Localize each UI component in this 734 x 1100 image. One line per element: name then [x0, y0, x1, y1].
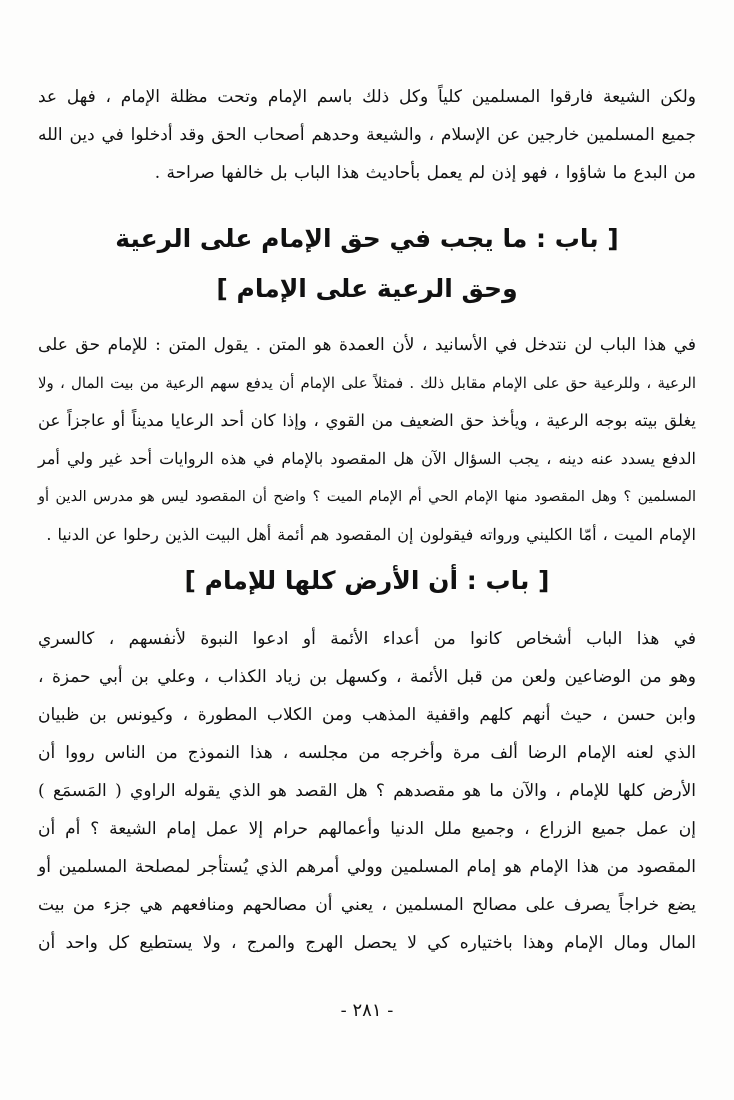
- text-line: الإمام الميت ، أمّا الكليني ورواته فيقولون إن المقصود هم أئمة أهل البيت الذين رحلوا عن الدنيا .: [46, 525, 696, 544]
- heading-line: وحق الرعية على الإمام ]: [216, 274, 518, 303]
- text-line: وهو من الوضاعين ولعن من قبل الأئمة ، وكسهل بن زياد الكذاب ، وعلي بن أبي حمزة ،: [38, 667, 696, 687]
- paragraph-3: [38, 620, 696, 962]
- chapter-heading-imam-rights: [38, 214, 696, 314]
- text-line: يغلق بيته بوجه الرعية ، ويأخذ حق الضعيف من القوي ، وإذا كان أحد الرعايا مديناً أو عاجزاً عن: [38, 411, 696, 430]
- text-line: في هذا الباب أشخاص كانوا من أعداء الأئمة أو ادعوا النبوة لأنفسهم ، كالسري: [38, 629, 696, 649]
- text-line: إن عمل جميع الزراع ، وجميع ملل الدنيا وأعمالهم حرام إلا عمل إمام الشيعة ؟ أم أن: [38, 819, 696, 839]
- text-line: ولكن الشيعة فارقوا المسلمين كلياً وكل ذلك باسم الإمام وتحت مظلة الإمام ، فهل عد: [38, 87, 696, 107]
- text-line: المقصود من هذا الإمام هو إمام المسلمين وولي أمرهم الذي يُستأجر لمصلحة المسلمين أو: [38, 857, 696, 877]
- text-line: الرعية ، وللرعية حق على الإمام مقابل ذلك . فمثلاً على الإمام أن يدفع سهم الرعية من بيت المال ، ولا: [38, 374, 696, 392]
- text-line: المال ومال الإمام وهذا باختياره كي لا يحصل الهرج والمرج ، ولا يستطيع كل واحد أن: [38, 933, 696, 953]
- heading-line: [ باب : أن الأرض كلها للإمام ]: [184, 566, 550, 595]
- page-number: - ٢٨١ -: [340, 1000, 394, 1021]
- text-line: الذي لعنه الإمام الرضا ألف مرة وأخرجه من مجلسه ، هذا النموذج من الناس رووا أن: [38, 743, 696, 763]
- paragraph-2: [38, 326, 696, 554]
- text-line: يضع خراجاً يصرف على مصالح المسلمين ، يعني أن مصالحهم ومنافعهم هي جزء من بيت: [38, 895, 696, 915]
- text-line: من البدع ما شاؤوا ، فهو إذن لم يعمل بأحاديث هذا الباب بل خالفها صراحة .: [154, 163, 696, 183]
- text-line: وابن حسن ، حيث أنهم كلهم واقفية المذهب ومن الكلاب المطورة ، وكيونس بن ظبيان: [38, 705, 696, 725]
- chapter-heading-land-belongs-to-imam: [38, 556, 696, 606]
- heading-line: [ باب : ما يجب في حق الإمام على الرعية: [115, 224, 619, 253]
- text-line: المسلمين ؟ وهل المقصود منها الإمام الحي أم الإمام الميت ؟ واضح أن المقصود ليس هو مدرس الدين أو: [38, 489, 696, 505]
- text-line: جميع المسلمين خارجين عن الإسلام ، والشيعة وحدهم أصحاب الحق وقد أدخلوا في دين الله: [38, 125, 696, 145]
- paragraph-1: [38, 78, 696, 192]
- text-line: الدفع يسدد عنه دينه ، يجب السؤال الآن هل المقصود بالإمام في هذه الروايات أحد غير ولي أمر: [38, 449, 696, 468]
- text-line: الأرض كلها للإمام ، والآن ما هو مقصدهم ؟ هل القصد هو الذي يقوله الراوي ( المَسمَع ): [38, 781, 696, 801]
- text-line: في هذا الباب لن نتدخل في الأسانيد ، لأن العمدة هو المتن . يقول المتن : للإمام حق على: [38, 335, 696, 355]
